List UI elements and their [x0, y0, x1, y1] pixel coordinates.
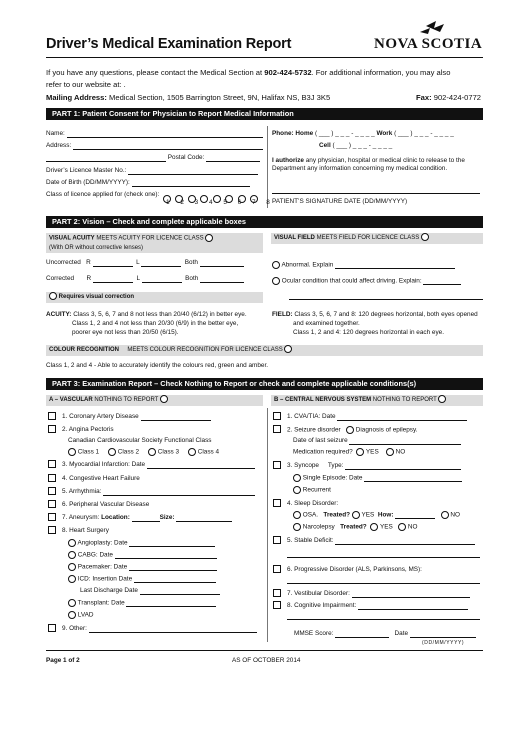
b6-checkbox[interactable]	[273, 565, 281, 573]
abnormal-field[interactable]: Abnormal. Explain	[272, 261, 455, 269]
colour-recognition-box: COLOUR RECOGNITION MEETS COLOUR RECOGNITION FOR LICENCE CLASS	[46, 345, 483, 356]
ccs-class4-radio[interactable]	[188, 448, 196, 456]
a4-label: 4. Congestive Heart Failure	[62, 475, 140, 482]
b1-checkbox[interactable]	[273, 412, 281, 420]
b7-checkbox[interactable]	[273, 589, 281, 597]
nova-scotia-logo	[374, 18, 484, 54]
ccs-class-group[interactable]: Class 1 Class 2 Class 3 Class 4	[68, 448, 219, 456]
dob-field[interactable]: Date of Birth (DD/MM/YYYY):	[46, 179, 250, 187]
pacemaker-field[interactable]: Pacemaker: Date	[68, 563, 217, 571]
name-field[interactable]: Name:	[46, 130, 263, 138]
contact-phone: 902-424-5732	[264, 68, 312, 77]
a5-checkbox[interactable]	[48, 487, 56, 495]
acuity-standard: ACUITY: Class 3, 5, 6, 7 and 8 not less than 20/40 (6/12) in better eye. Class 1, 2 and 4 not less than 20/30 (6/9) in the better eye, poorer eye not less than 20/50 (6/15).	[46, 311, 247, 336]
icd-field[interactable]: ICD: Insertion Date	[68, 575, 216, 583]
corrected-row[interactable]: Corrected R L Both	[46, 275, 244, 283]
field-radio[interactable]	[421, 233, 429, 241]
recurrent-field[interactable]: Recurrent	[293, 486, 331, 494]
single-episode-radio[interactable]	[293, 474, 301, 482]
medication-field[interactable]: Medication required? YES NO	[293, 448, 406, 456]
date-format-hint: (DD/MM/YYYY)	[422, 640, 465, 646]
a7-label: 7. Aneurysm: Location: Size:	[62, 514, 232, 522]
a4-checkbox[interactable]	[48, 474, 56, 482]
b4-label: 4. Sleep Disorder:	[287, 500, 339, 507]
b5-label: 5. Stable Deficit:	[287, 537, 475, 545]
a7-checkbox[interactable]	[48, 513, 56, 521]
single-episode-field[interactable]: Single Episode: Date	[293, 474, 462, 482]
part3-header: PART 3: Examination Report – Check Nothing to Report or check and complete applicable conditions(s)	[46, 378, 483, 390]
mmse-field[interactable]: MMSE Score: Date	[294, 630, 476, 638]
acuity-radio[interactable]	[205, 234, 213, 242]
ocular-field[interactable]: Ocular condition that could affect driving. Explain:	[272, 277, 461, 285]
b3-label: 3. Syncope Type:	[287, 462, 461, 470]
correction-radio[interactable]	[49, 292, 57, 300]
lvad-radio[interactable]	[68, 611, 76, 619]
medication-no-radio[interactable]	[386, 448, 394, 456]
b6-label: 6. Progressive Disorder (ALS, Parkinsons, MS):	[287, 566, 422, 573]
visual-field-box: VISUAL FIELD MEETS FIELD FOR LICENCE CLASS	[271, 233, 483, 244]
colour-note: Class 1, 2 and 4 - Able to accurately identify the colours red, green and amber.	[46, 362, 269, 369]
vascular-header: A – VASCULAR NOTHING TO REPORT	[46, 395, 263, 406]
a9-checkbox[interactable]	[48, 624, 56, 632]
b8-label: 8. Cognitive Impairment:	[287, 602, 468, 610]
a6-checkbox[interactable]	[48, 500, 56, 508]
mailing-address: Mailing Address: Medical Section, 1505 Barrington Street, 9N, Halifax NS, B3J 3K5	[46, 93, 331, 102]
website-line: refer to our website at: .	[46, 80, 126, 89]
b4-checkbox[interactable]	[273, 499, 281, 507]
ccs-class2-radio[interactable]	[108, 448, 116, 456]
a1-checkbox[interactable]	[48, 412, 56, 420]
signature-label: PATIENT’S SIGNATURE DATE (DD/MM/YYYY)	[272, 198, 408, 205]
b7-label: 7. Vestibular Disorder:	[287, 590, 470, 598]
osa-radio[interactable]	[293, 511, 301, 519]
a3-label: 3. Myocardial Infarction: Date	[62, 461, 255, 469]
recurrent-radio[interactable]	[293, 486, 301, 494]
ccs-class1-radio[interactable]	[68, 448, 76, 456]
angioplasty-field[interactable]: Angioplasty: Date	[68, 539, 215, 547]
page-number: Page 1 of 2	[46, 657, 80, 664]
requires-correction-box: Requires visual correction	[46, 292, 263, 303]
narco-no-radio[interactable]	[398, 523, 406, 531]
a5-label: 5. Arrhythmia:	[62, 488, 255, 496]
b3-checkbox[interactable]	[273, 461, 281, 469]
osa-field[interactable]: OSA. Treated? YES How: NO	[293, 511, 460, 519]
a6-label: 6. Peripheral Vascular Disease	[62, 501, 150, 508]
a9-label: 9. Other:	[62, 625, 257, 633]
osa-no-radio[interactable]	[441, 511, 449, 519]
last-discharge-field[interactable]: Last Discharge Date	[80, 587, 220, 595]
cabg-radio[interactable]	[68, 551, 76, 559]
a1-label: 1. Coronary Artery Disease	[62, 413, 211, 421]
medication-yes-radio[interactable]	[356, 448, 364, 456]
vascular-nothing-radio[interactable]	[160, 395, 168, 403]
epilepsy-radio[interactable]	[346, 426, 354, 434]
ccs-class3-radio[interactable]	[148, 448, 156, 456]
last-seizure-field[interactable]: Date of last seizure	[293, 437, 461, 445]
transplant-field[interactable]: Transplant: Date	[68, 599, 216, 607]
cns-header: B – CENTRAL NERVOUS SYSTEM NOTHING TO REPORT	[271, 395, 483, 406]
authorization-text: I authorize any physician, hospital or medical clinic to release to the Department any information concerning my medical condition.	[272, 157, 465, 172]
b5-checkbox[interactable]	[273, 536, 281, 544]
phone-cell[interactable]: Cell ( ___ ) _ _ _ - _ _ _ _	[319, 142, 393, 149]
logo-text: NOVA SCOTIA	[374, 36, 483, 52]
visual-acuity-box: VISUAL ACUITY MEETS ACUITY FOR LICENCE CLASS (With OR without corrective lenses)	[46, 233, 263, 253]
a2-checkbox[interactable]	[48, 425, 56, 433]
abnormal-radio[interactable]	[272, 261, 280, 269]
field-standard: FIELD: Class 3, 5, 6, 7 and 8: 120 degrees horizontal, both eyes opened and examined together. Class 1, 2 and 4: 120 degrees horizontal in each eye.	[272, 311, 478, 336]
colour-radio[interactable]	[284, 345, 292, 353]
cabg-field[interactable]: CABG: Date	[68, 551, 217, 559]
a3-checkbox[interactable]	[48, 460, 56, 468]
a8-checkbox[interactable]	[48, 526, 56, 534]
ccs-label: Canadian Cardiovascular Society Functional Class	[68, 437, 212, 444]
phone-home[interactable]: Phone: Home ( ___ ) _ _ _ - _ _ _ _ Work ( ___ ) _ _ _ - _ _ _ _	[272, 130, 454, 137]
narcolepsy-radio[interactable]	[293, 523, 301, 531]
a8-label: 8. Heart Surgery	[62, 527, 109, 534]
licence-field[interactable]: Driver’s Licence Master No.:	[46, 167, 258, 175]
icd-radio[interactable]	[68, 575, 76, 583]
intro-text: If you have any questions, please contact the Medical Section at 902-424-5732. For additional information, you may also refer to our website at: .	[46, 68, 451, 89]
page-title: Driver’s Medical Examination Report	[46, 36, 292, 52]
narco-yes-radio[interactable]	[370, 523, 378, 531]
part2-header: PART 2: Vision – Check and complete applicable boxes	[46, 216, 483, 228]
lvad-field[interactable]: LVAD	[68, 611, 94, 619]
b8-checkbox[interactable]	[273, 601, 281, 609]
class-numbers: 1 2 3 4 5 6 7 8	[166, 199, 275, 206]
pacemaker-radio[interactable]	[68, 563, 76, 571]
osa-yes-radio[interactable]	[352, 511, 360, 519]
cns-nothing-radio[interactable]	[438, 395, 446, 403]
angioplasty-radio[interactable]	[68, 539, 76, 547]
fax-number: Fax: 902-424-0772	[416, 93, 482, 102]
address-line2[interactable]: Postal Code:	[46, 154, 260, 162]
b1-label: 1. CVA/TIA: Date	[287, 413, 467, 421]
uncorrected-row[interactable]: Uncorrected R L Both	[46, 259, 244, 267]
part1-header: PART 1: Patient Consent for Physician to Report Medical Information	[46, 108, 483, 120]
a2-label: 2. Angina Pectoris	[62, 426, 114, 433]
narcolepsy-field[interactable]: Narcolepsy Treated? YES NO	[293, 523, 417, 531]
version-date: AS OF OCTOBER 2014	[232, 657, 301, 664]
transplant-radio[interactable]	[68, 599, 76, 607]
b2-label: 2. Seizure disorder Diagnosis of epilepsy.	[287, 426, 418, 434]
ocular-radio[interactable]	[272, 277, 280, 285]
address-field[interactable]: Address:	[46, 142, 263, 150]
b2-checkbox[interactable]	[273, 425, 281, 433]
class-label: Class of licence applied for (check one):	[46, 191, 160, 198]
